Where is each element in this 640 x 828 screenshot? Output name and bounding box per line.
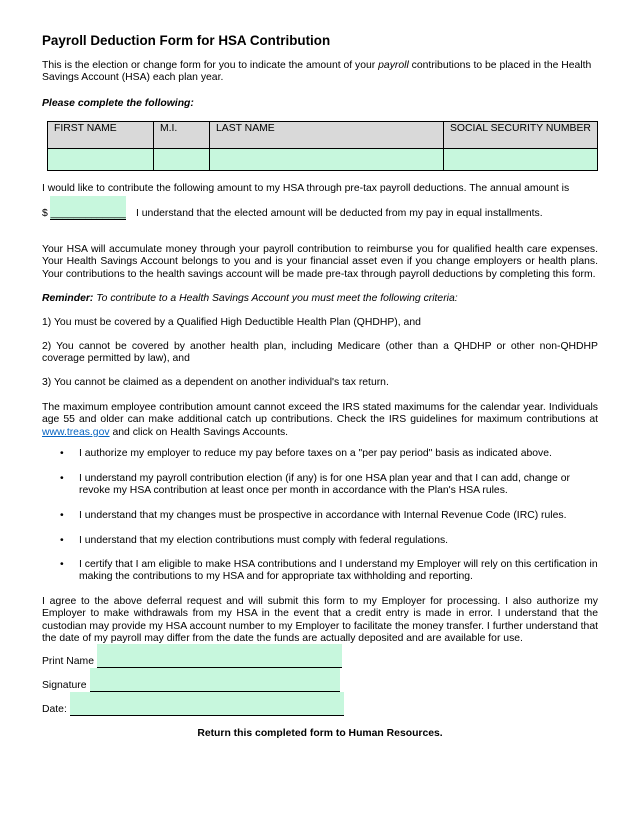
criteria-item: 3) You cannot be claimed as a dependent on another individual's tax return. bbox=[42, 377, 389, 388]
contribution-statement: I would like to contribute the following amount to my HSA through pre-tax payroll deductions. The annual amount is bbox=[42, 183, 570, 194]
currency-symbol: $ bbox=[42, 208, 48, 219]
employee-info-table bbox=[47, 121, 598, 171]
print-name-field[interactable] bbox=[97, 644, 342, 668]
form-title: Payroll Deduction Form for HSA Contribution bbox=[42, 33, 331, 48]
treas-gov-link[interactable]: www.treas.gov bbox=[42, 426, 110, 438]
criteria-item: 2) You cannot be covered by another health plan, including Medicare (other than a QHDHP or other non-QHDHP coverage permitted by law), and bbox=[42, 341, 598, 365]
maximum-text-after: and click on Health Savings Accounts. bbox=[109, 426, 289, 438]
middle-initial-field[interactable] bbox=[154, 149, 210, 171]
amount-blank: _____________ bbox=[50, 208, 126, 219]
authorization-bullet: I certify that I am eligible to make HSA contributions and I understand my Employer will rely on this certification in making the contributions to my HSA and for appropriate tax withholding and reporting. bbox=[79, 559, 598, 583]
print-name-label: Print Name bbox=[42, 656, 94, 667]
reminder-label: Reminder: bbox=[42, 293, 94, 304]
bullet-icon: • bbox=[60, 510, 64, 521]
date-field[interactable] bbox=[70, 692, 344, 716]
signature-field[interactable] bbox=[90, 668, 340, 692]
authorization-bullet: I understand that my changes must be prospective in accordance with Internal Revenue Code (IRC) rules. bbox=[79, 510, 567, 521]
please-complete-heading: Please complete the following: bbox=[42, 98, 194, 109]
intro-text-after: contributions to be placed in the Health Savings Account (HSA) each plan year. bbox=[42, 60, 592, 84]
ssn-header: SOCIAL SECURITY NUMBER bbox=[444, 122, 598, 149]
amount-line bbox=[42, 208, 126, 220]
table-header-row bbox=[48, 122, 598, 149]
authorization-bullet: I understand that my election contributions must comply with federal regulations. bbox=[79, 535, 449, 546]
maximum-text-before: The maximum employee contribution amount cannot exceed the IRS stated maximums for the calendar year. Individuals age 55 and older can make additional catch up contributions. Check the IRS guidelines for maximum contributions at bbox=[42, 402, 598, 426]
agreement-paragraph: I agree to the above deferral request and will submit this form to my Employer for processing. I also authorize my Employer to make withdrawals from my HSA in the event that a credit entry is made in error. I understand that the custodian may provide my HSA account number to my Employer to facilitate the money transfer. I further understand that the date of my payroll may differ from the date the funds are actually deposited and are available for use. bbox=[42, 596, 598, 644]
reminder-text: To contribute to a Health Savings Account you must meet the following criteria: bbox=[93, 293, 458, 304]
accumulate-paragraph: Your HSA will accumulate money through your payroll contribution to reimburse you for qualified health care expenses. Your Health Savings Account belongs to you and is your financial asset even if you change employers or health plans. Your contributions to the health savings account will be made pre-tax through payroll deductions by completing this form. bbox=[42, 244, 598, 280]
signature-label: Signature bbox=[42, 680, 87, 691]
first-name-header: FIRST NAME bbox=[48, 122, 154, 149]
authorization-bullet: I understand my payroll contribution election (if any) is for one HSA plan year and that I can add, change or revoke my HSA contribution at least once per month in accordance with the Plan's HSA rules. bbox=[79, 473, 570, 497]
return-instructions: Return this completed form to Human Resources. bbox=[197, 728, 443, 739]
last-name-header: LAST NAME bbox=[210, 122, 444, 149]
intro-paragraph bbox=[42, 60, 602, 85]
bullet-icon: • bbox=[60, 559, 64, 570]
bullet-icon: • bbox=[60, 448, 64, 459]
last-name-field[interactable] bbox=[210, 149, 444, 171]
maximum-contribution-paragraph bbox=[42, 402, 598, 439]
first-name-field[interactable] bbox=[48, 149, 154, 171]
reminder-line bbox=[42, 293, 458, 305]
table-input-row bbox=[48, 149, 598, 171]
date-label: Date: bbox=[42, 704, 67, 715]
installments-statement: I understand that the elected amount will be deducted from my pay in equal installments. bbox=[136, 208, 543, 219]
intro-text-before: This is the election or change form for you to indicate the amount of your bbox=[42, 60, 379, 71]
intro-emphasis: payroll bbox=[378, 60, 409, 71]
bullet-icon: • bbox=[60, 535, 64, 546]
criteria-item: 1) You must be covered by a Qualified High Deductible Health Plan (QHDHP), and bbox=[42, 317, 421, 328]
authorization-bullet: I authorize my employer to reduce my pay before taxes on a "per pay period" basis as indicated above. bbox=[79, 448, 552, 459]
middle-initial-header: M.I. bbox=[154, 122, 210, 149]
ssn-field[interactable] bbox=[444, 149, 598, 171]
bullet-icon: • bbox=[60, 473, 64, 484]
